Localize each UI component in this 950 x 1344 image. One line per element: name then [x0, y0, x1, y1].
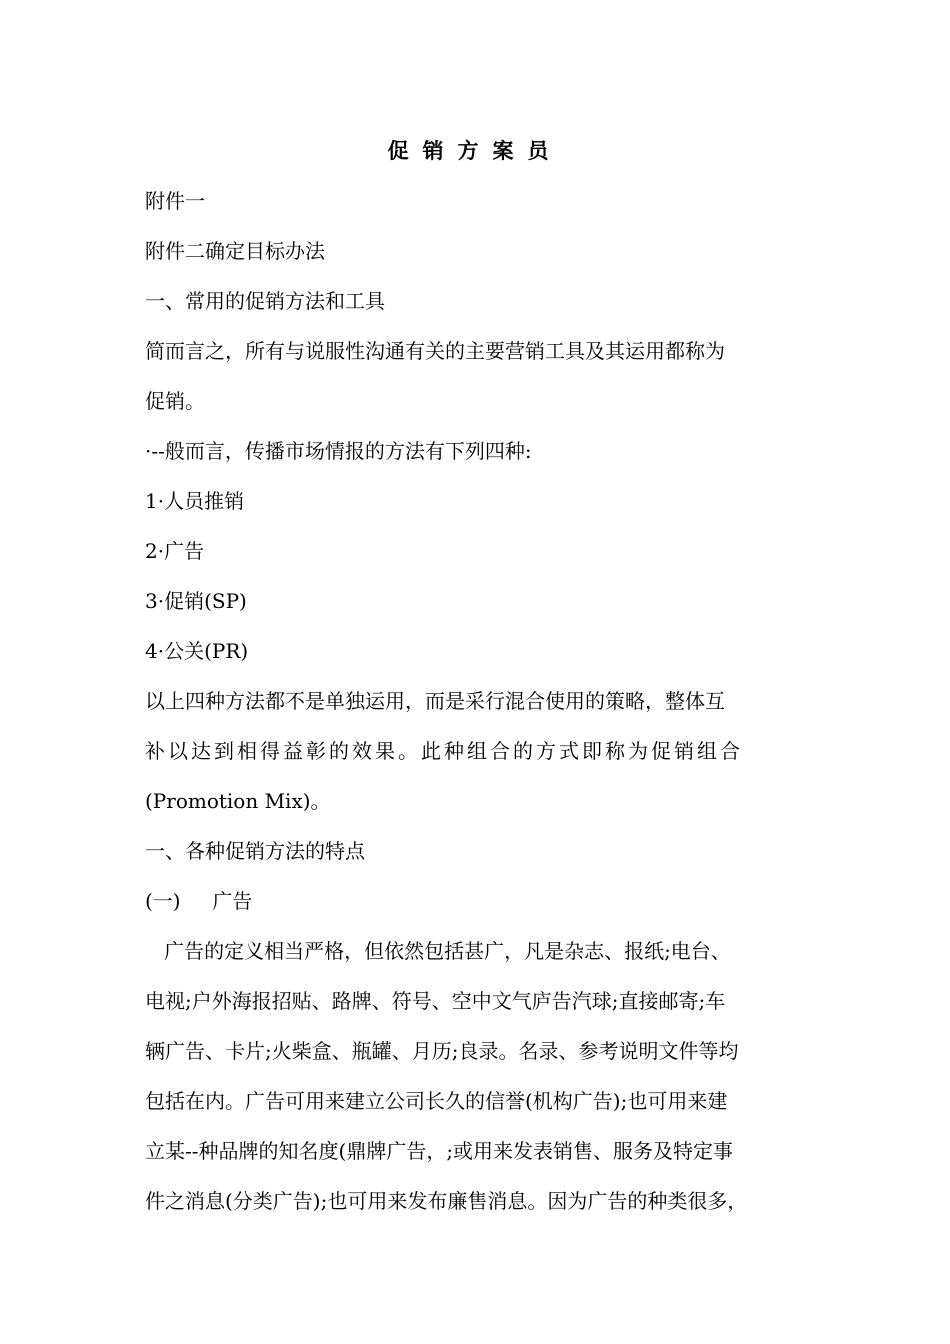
- section-heading: 一、常用的促销方法和工具: [145, 289, 385, 313]
- text-line: 件之消息(分类广告);也可用来发布廉售消息。因为广告的种类很多，: [145, 1189, 748, 1213]
- text-line: 广告的定义相当严格，但依然包括甚广，凡是杂志、报纸;电台、: [145, 939, 731, 963]
- text-line: 包括在内。广告可用来建立公司长久的信誉(机构广告);也可用来建: [145, 1089, 728, 1113]
- subsection-heading: (一) 广告: [145, 889, 253, 913]
- text-line: 简而言之，所有与说服性沟通有关的主要营销工具及其运用都称为: [145, 339, 725, 363]
- text-line: 立某--种品牌的知名度(鼎牌广告，;或用来发表销售、服务及特定事: [145, 1139, 734, 1163]
- text-line: 附件一: [145, 189, 205, 213]
- text-line: 电视;户外海报招贴、路牌、符号、空中文气庐告汽球;直接邮寄;车: [145, 989, 726, 1013]
- text-line: 辆广告、卡片;火柴盒、瓶罐、月历;良录。名录、参考说明文件等均: [145, 1039, 739, 1063]
- text-line: 附件二确定目标办法: [145, 239, 325, 263]
- list-item: 3·促销(SP): [145, 589, 247, 613]
- list-item: 4·公关(PR): [145, 639, 249, 663]
- section-heading: 一、各种促销方法的特点: [145, 839, 365, 863]
- text-line: ·--般而言，传播市场情报的方法有下列四种:: [145, 439, 532, 463]
- text-line: 补以达到相得益彰的效果。此种组合的方式即称为促销组合: [145, 739, 743, 763]
- list-item: 2·广告: [145, 539, 205, 563]
- text-line: 以上四种方法都不是单独运用，而是采行混合使用的策略，整体互: [145, 689, 725, 713]
- text-line: (Promotion Mix)。: [145, 789, 331, 813]
- list-item: 1·人员推销: [145, 489, 245, 513]
- document-title: 促销方案员: [387, 138, 563, 163]
- text-line: 促销。: [145, 389, 205, 413]
